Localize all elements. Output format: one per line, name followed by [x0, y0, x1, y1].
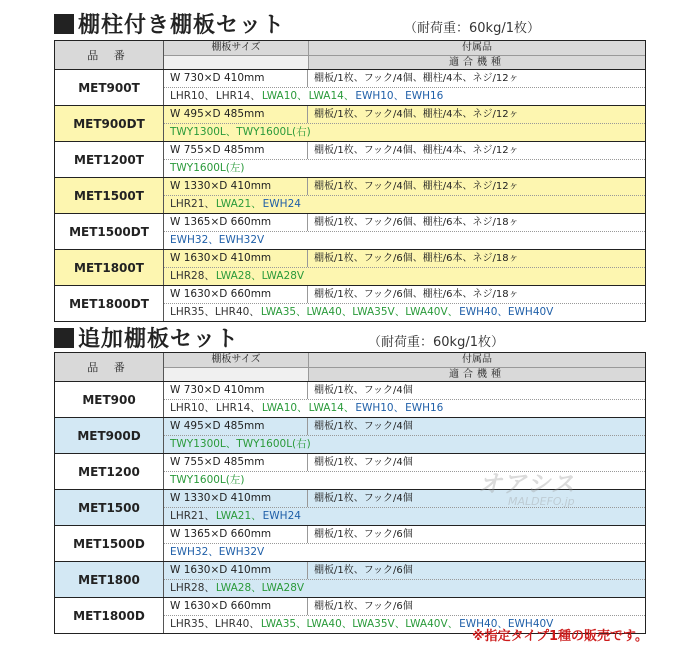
compatible-model: EWH40、EWH40V — [459, 618, 554, 630]
square-bullet-icon — [54, 14, 74, 34]
compatible-model: EWH16 — [405, 90, 444, 102]
compatible-models — [164, 124, 645, 141]
accessories: 棚板/1枚、フック/4個 — [314, 493, 413, 504]
compatible-model: TWY1300L、TWY1600L(右) — [170, 126, 311, 138]
compatible-models — [164, 304, 645, 321]
row-detail — [164, 214, 645, 249]
header-accessories: 付属品 — [462, 354, 492, 365]
row-top — [164, 598, 645, 616]
header-size: 棚板サイズ — [164, 41, 309, 55]
compatible-model: EWH32、EWH32V — [170, 546, 265, 558]
shelf-size: W 755×D 485mm — [164, 454, 308, 471]
compatible-model: LWA21、 — [215, 198, 262, 210]
compatible-model: LWA35、LWA40、LWA35V、LWA40V、 — [260, 306, 459, 318]
compatible-model: LHR28、 — [170, 270, 215, 282]
compatible-model: EWH24 — [262, 198, 301, 210]
table-row — [55, 418, 645, 454]
product-code: MET1800D — [55, 598, 164, 633]
header-row1 — [164, 353, 645, 368]
compatible-model: LHR10、 — [170, 402, 215, 414]
product-code: MET1200T — [55, 142, 164, 177]
product-code: MET1800T — [55, 250, 164, 285]
row-top — [164, 562, 645, 580]
row-top — [164, 286, 645, 304]
compatible-model: LWA10、 — [261, 90, 308, 102]
header-compatible: 適合機種 — [309, 368, 645, 381]
compatible-model: EWH10、 — [355, 402, 405, 414]
product-code: MET900 — [55, 382, 164, 417]
row-top — [164, 418, 645, 436]
compatible-models — [164, 400, 645, 417]
table-row — [55, 562, 645, 598]
accessories: 棚板/1枚、フック/4個、棚柱/4本、ネジ/12ヶ — [314, 145, 519, 156]
shelf-size: W 755×D 485mm — [164, 142, 308, 159]
watermark-logo — [478, 464, 628, 524]
row-top — [164, 382, 645, 400]
shelf-size: W 1630×D 410mm — [164, 250, 308, 267]
compatible-models — [164, 88, 645, 105]
compatible-model: LWA28、LWA28V — [215, 582, 305, 594]
accessories: 棚板/1枚、フック/6個、棚柱/6本、ネジ/18ヶ — [314, 289, 519, 300]
compatible-model: LHR14、 — [215, 402, 261, 414]
header-row2 — [164, 56, 645, 69]
compatible-model: EWH32、EWH32V — [170, 234, 265, 246]
product-code: MET1500D — [55, 526, 164, 561]
row-detail — [164, 178, 645, 213]
shelf-size: W 495×D 485mm — [164, 106, 308, 123]
shelf-size: W 1365×D 660mm — [164, 526, 308, 543]
row-detail — [164, 250, 645, 285]
row-top — [164, 214, 645, 232]
section2-title-text: 追加棚板セット — [78, 327, 240, 352]
accessories: 棚板/1枚、フック/6個 — [314, 529, 413, 540]
shelf-size: W 1630×D 660mm — [164, 286, 308, 303]
table-row — [55, 142, 645, 178]
set-with-posts-table — [54, 40, 646, 322]
compatible-models — [164, 196, 645, 213]
accessories: 棚板/1枚、フック/6個、棚柱/6本、ネジ/18ヶ — [314, 253, 519, 264]
compatible-model: LHR21、 — [170, 510, 215, 522]
product-code: MET900DT — [55, 106, 164, 141]
header-accessories: 付属品 — [462, 42, 492, 53]
accessories: 棚板/1枚、フック/6個 — [314, 601, 413, 612]
table-row — [55, 286, 645, 321]
row-top — [164, 526, 645, 544]
row-top — [164, 106, 645, 124]
accessories: 棚板/1枚、フック/4個、棚柱/4本、ネジ/12ヶ — [314, 109, 519, 120]
accessories: 棚板/1枚、フック/6個、棚柱/6本、ネジ/18ヶ — [314, 217, 519, 228]
accessories: 棚板/1枚、フック/4個、棚柱/4本、ネジ/12ヶ — [314, 73, 519, 84]
compatible-model: LHR21、 — [170, 198, 215, 210]
row-top — [164, 250, 645, 268]
row-detail — [164, 526, 645, 561]
compatible-model: EWH16 — [405, 402, 444, 414]
compatible-model: LWA35、LWA40、LWA35V、LWA40V、 — [260, 618, 459, 630]
table-row — [55, 178, 645, 214]
compatible-models — [164, 544, 645, 561]
compatible-models — [164, 232, 645, 249]
table-row — [55, 526, 645, 562]
compatible-model: LWA21、 — [215, 510, 262, 522]
compatible-model: EWH24 — [262, 510, 301, 522]
compatible-model: LWA10、 — [261, 402, 308, 414]
watermark-url: MALDEFO.jp — [508, 495, 575, 508]
section1-title-text: 棚柱付き棚板セット — [78, 13, 286, 38]
compatible-model: LWA14、 — [308, 402, 355, 414]
header-rest — [164, 353, 645, 381]
table-header — [55, 353, 645, 382]
row-top — [164, 178, 645, 196]
compatible-models — [164, 436, 645, 453]
compatible-model: LWA14、 — [308, 90, 355, 102]
row-detail — [164, 286, 645, 321]
compatible-model: TWY1300L、TWY1600L(右) — [170, 438, 311, 450]
compatible-model: EWH40、EWH40V — [459, 306, 554, 318]
accessories: 棚板/1枚、フック/6個 — [314, 565, 413, 576]
compatible-model: LHR14、 — [215, 90, 261, 102]
header-compatible: 適合機種 — [309, 56, 645, 69]
shelf-size: W 730×D 410mm — [164, 382, 308, 399]
table-row — [55, 106, 645, 142]
header-row2 — [164, 368, 645, 381]
header-code: 品 番 — [55, 353, 164, 381]
compatible-model: LHR28、 — [170, 582, 215, 594]
accessories: 棚板/1枚、フック/4個 — [314, 421, 413, 432]
header-size: 棚板サイズ — [164, 353, 309, 367]
product-code: MET1500DT — [55, 214, 164, 249]
accessories: 棚板/1枚、フック/4個 — [314, 385, 413, 396]
compatible-model: LHR35、LHR40、 — [170, 306, 260, 318]
compatible-model: EWH10、 — [355, 90, 405, 102]
compatible-model: TWY1600L(左) — [170, 474, 245, 486]
row-top — [164, 70, 645, 88]
product-code: MET1200 — [55, 454, 164, 489]
table-row — [55, 70, 645, 106]
shelf-size: W 1365×D 660mm — [164, 214, 308, 231]
product-code: MET900D — [55, 418, 164, 453]
shelf-size: W 1630×D 410mm — [164, 562, 308, 579]
row-detail — [164, 382, 645, 417]
shelf-size: W 1630×D 660mm — [164, 598, 308, 615]
product-code: MET1500T — [55, 178, 164, 213]
compatible-model: TWY1600L(左) — [170, 162, 245, 174]
square-bullet-icon — [54, 328, 74, 348]
accessories: 棚板/1枚、フック/4個 — [314, 457, 413, 468]
compatible-model: LHR10、 — [170, 90, 215, 102]
product-code: MET1800DT — [55, 286, 164, 321]
accessories: 棚板/1枚、フック/4個、棚柱/4本、ネジ/12ヶ — [314, 181, 519, 192]
shelf-size: W 1330×D 410mm — [164, 178, 308, 195]
table-header — [55, 41, 645, 70]
table-row — [55, 250, 645, 286]
compatible-model: LWA28、LWA28V — [215, 270, 305, 282]
row-detail — [164, 106, 645, 141]
header-row1 — [164, 41, 645, 56]
header-blank — [164, 368, 309, 381]
shelf-size: W 730×D 410mm — [164, 70, 308, 87]
watermark-logo-text: オアシス — [478, 470, 576, 498]
product-code: MET1800 — [55, 562, 164, 597]
table-row — [55, 382, 645, 418]
header-blank — [164, 56, 309, 69]
shelf-size: W 495×D 485mm — [164, 418, 308, 435]
shelf-size: W 1330×D 410mm — [164, 490, 308, 507]
header-code: 品 番 — [55, 41, 164, 69]
sales-note: ※指定タイプ1種の販売です。 — [472, 629, 648, 644]
compatible-model: LHR35、LHR40、 — [170, 618, 260, 630]
section1-title — [54, 8, 285, 39]
compatible-models — [164, 160, 645, 177]
section2-title — [54, 322, 239, 353]
row-detail — [164, 70, 645, 105]
product-code: MET900T — [55, 70, 164, 105]
product-code: MET1500 — [55, 490, 164, 525]
header-rest — [164, 41, 645, 69]
section2-load-note: （耐荷重：60kg/1枚） — [368, 335, 504, 350]
section1-load-note: （耐荷重：60kg/1枚） — [404, 21, 540, 36]
table-row — [55, 214, 645, 250]
compatible-models — [164, 580, 645, 597]
row-top — [164, 142, 645, 160]
row-detail — [164, 418, 645, 453]
row-detail — [164, 562, 645, 597]
compatible-models — [164, 268, 645, 285]
row-detail — [164, 142, 645, 177]
